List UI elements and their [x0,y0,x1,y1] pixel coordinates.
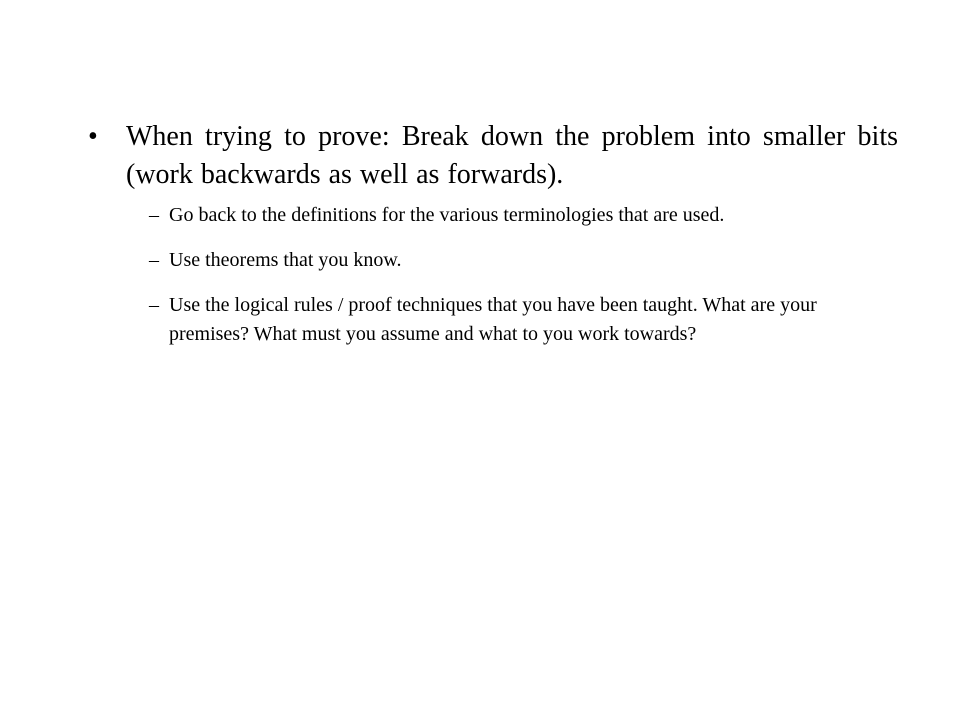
main-bullet [88,118,898,194]
dash-marker: – [149,294,159,316]
sub-bullet-theorems [149,246,889,275]
dash-marker: – [149,204,159,226]
sub-bullet-text: Go back to the definitions for the various terminologies that are used. [169,204,725,226]
dash-marker: – [149,249,159,271]
sub-bullet-logical-rules [149,291,889,349]
main-bullet-text: When trying to prove: Break down the problem into smaller bits (work backwards as well as forwards). [126,121,898,190]
sub-bullet-text: Use the logical rules / proof techniques that you have been taught. What are your premises? What must you assume and what to you work towards? [169,294,817,345]
sub-bullet-definitions [149,201,889,230]
bullet-marker: • [88,121,98,152]
sub-bullet-list [149,201,889,365]
sub-bullet-text: Use theorems that you know. [169,249,402,271]
